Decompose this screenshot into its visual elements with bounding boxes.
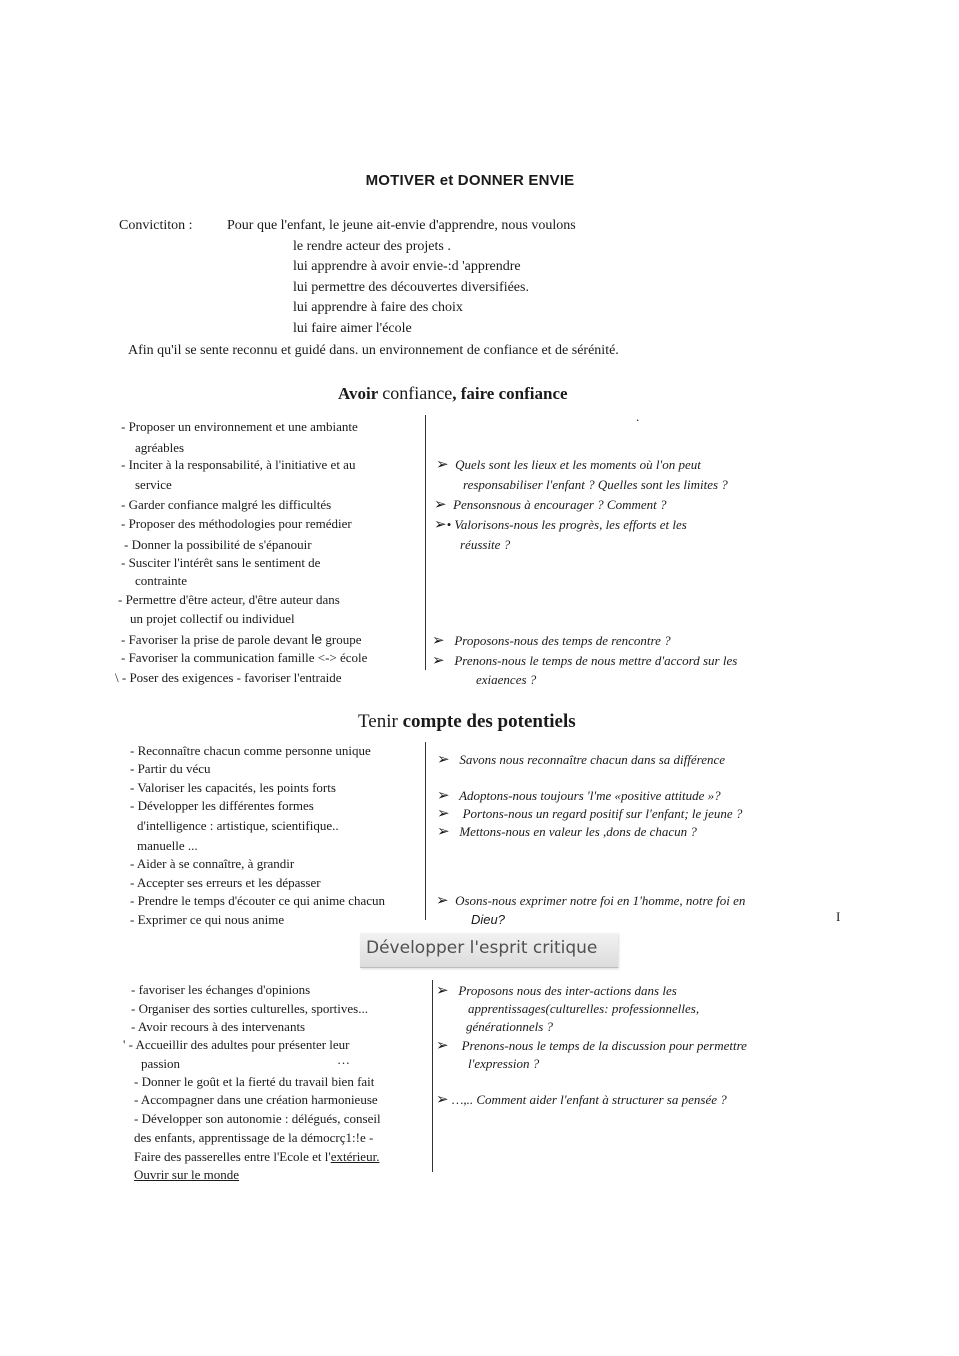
list-item: Faire des passerelles entre l'Ecole et l'extérieur.	[134, 1149, 380, 1164]
arrow-bullet-icon: ➢	[437, 788, 450, 804]
arrow-bullet-icon: ➢	[436, 1092, 449, 1108]
arrow-bullet-icon: ➢	[437, 824, 450, 840]
list-item: - Proposer des méthodologies pour remédier	[121, 516, 352, 531]
arrow-bullet-icon: ➢	[434, 497, 447, 513]
list-item: - Proposer un environnement et une ambiante	[121, 419, 358, 434]
list-item: - Favoriser la communication famille <-> école	[121, 650, 368, 665]
list-item: ' - Accueillir des adultes pour présenter leur	[123, 1037, 350, 1052]
list-item: - Exprimer ce qui nous anime	[130, 912, 285, 927]
list-item: - Organiser des sorties culturelles, sportives...	[131, 1001, 368, 1016]
list-item: passion	[141, 1056, 180, 1071]
question-item: ➢• Valorisons-nous les progrès, les efforts et les	[434, 517, 687, 533]
list-item: - Valoriser les capacités, les points forts	[130, 780, 336, 795]
arrow-bullet-icon: ➢	[437, 752, 450, 768]
list-item: des enfants, apprentissage de la démocrç1:!e -	[134, 1130, 374, 1145]
list-item: agréables	[135, 440, 185, 455]
section-banner-esprit-critique: Développer l'esprit critique	[360, 933, 618, 968]
arrow-bullet-icon: ➢	[437, 806, 450, 822]
list-item: - Prendre le temps d'écouter ce qui anime chacun	[130, 893, 386, 908]
list-item: - Garder confiance malgré les difficultés	[121, 497, 332, 512]
question-item: ➢ Portons-nous un regard positif sur l'enfant; le jeune ?	[437, 806, 743, 822]
conviction-label: Convictiton :	[119, 218, 193, 233]
question-item: ➢ Adoptons-nous toujours 'l'me «positive attitude »?	[437, 788, 721, 804]
list-item: - favoriser les échanges d'opinions	[131, 982, 311, 997]
arrow-bullet-icon: ➢	[432, 633, 445, 649]
question-item: exiaences ?	[476, 672, 537, 687]
list-item: - Donner le goût et la fierté du travail bien fait	[134, 1074, 375, 1089]
list-item: - Développer les différentes formes	[130, 798, 314, 813]
arrow-bullet-icon: ➢	[432, 653, 445, 669]
arrow-bullet-icon: ➢	[436, 893, 449, 909]
list-item: manuelle ...	[137, 838, 198, 853]
list-item: - Permettre d'être acteur, d'être auteur dans	[118, 592, 340, 607]
question-item: ➢ Mettons-nous en valeur les ,dons de chacun ?	[437, 824, 697, 840]
conviction-intro: Pour que l'enfant, le jeune ait-envie d'apprendre, nous voulons	[227, 218, 576, 233]
section-title-potentiels: Tenir compte des potentiels	[358, 711, 576, 732]
question-item: apprentissages(culturelles: professionnelles,	[468, 1001, 700, 1016]
list-item: - Développer son autonomie : délégués, conseil	[134, 1111, 381, 1126]
question-item: générationnels ?	[466, 1019, 554, 1034]
question-item: ➢ …,.. Comment aider l'enfant à structurer sa pensée ?	[436, 1092, 727, 1108]
stray-bar: I	[836, 909, 841, 924]
list-item: - Partir du vécu	[130, 761, 211, 776]
list-item: - Accompagner dans une création harmonieuse	[134, 1092, 378, 1107]
conviction-line: lui apprendre à avoir envie-:d 'apprendre	[293, 259, 521, 274]
question-item: ➢ Osons-nous exprimer notre foi en 1'homme, notre foi en	[436, 893, 746, 909]
question-item: ➢ Proposons-nous des temps de rencontre ?	[432, 633, 671, 649]
question-item: réussite ?	[460, 537, 511, 552]
list-item: - Aider à se connaître, à grandir	[130, 856, 295, 871]
conviction-line: lui faire aimer l'école	[293, 321, 412, 336]
conviction-line: lui permettre des découvertes diversifiées.	[293, 280, 529, 295]
stray-dot: .	[636, 409, 640, 424]
arrow-bullet-icon: ➢	[436, 1038, 449, 1054]
conviction-closing: Afin qu'il se sente reconnu et guidé dans. un environnement de confiance et de sérénité.	[128, 343, 619, 358]
question-item: responsabiliser l'enfant ? Quelles sont les limites ?	[463, 477, 728, 492]
question-item: ➢ Proposons nous des inter-actions dans les	[436, 983, 677, 999]
question-item: ➢ Prenons-nous le temps de nous mettre d'accord sur les	[432, 653, 738, 669]
question-item: ➢ Prenons-nous le temps de la discussion pour permettre	[436, 1038, 747, 1054]
conviction-line: le rendre acteur des projets .	[293, 239, 451, 254]
list-item: - Avoir recours à des intervenants	[131, 1019, 306, 1034]
list-item: un projet collectif ou individuel	[130, 611, 295, 626]
arrow-bullet-icon: ➢	[434, 517, 447, 533]
question-item: l'expression ?	[468, 1056, 540, 1071]
list-item: \ - Poser des exigences - favoriser l'entraide	[115, 670, 342, 685]
column-divider	[425, 415, 426, 670]
conviction-line: lui apprendre à faire des choix	[293, 300, 463, 315]
page-title: MOTIVER et DONNER ENVIE	[365, 172, 575, 189]
section-title-confiance: Avoir confiance, faire confiance	[338, 383, 568, 403]
list-item: - Donner la possibilité de s'épanouir	[124, 537, 312, 552]
list-item: - Favoriser la prise de parole devant le groupe	[121, 631, 362, 647]
list-item: service	[135, 477, 172, 492]
arrow-bullet-icon: ➢	[436, 983, 449, 999]
question-item: Dieu?	[471, 912, 505, 927]
ellipsis: …	[337, 1052, 350, 1067]
question-item: ➢ Quels sont les lieux et les moments où l'on peut	[436, 457, 701, 473]
list-item: d'intelligence : artistique, scientifique..	[137, 818, 339, 833]
column-divider	[425, 742, 426, 920]
list-item: - Susciter l'intérêt sans le sentiment de	[121, 555, 321, 570]
column-divider	[432, 980, 433, 1172]
list-item: - Inciter à la responsabilité, à l'initiative et au	[121, 457, 356, 472]
list-item: Ouvrir sur le monde	[134, 1167, 240, 1182]
question-item: ➢ Pensonsnous à encourager ? Comment ?	[434, 497, 667, 513]
question-item: ➢ Savons nous reconnaître chacun dans sa différence	[437, 752, 726, 768]
list-item: contrainte	[135, 573, 187, 588]
list-item: - Reconnaître chacun comme personne unique	[130, 743, 371, 758]
arrow-bullet-icon: ➢	[436, 457, 449, 473]
list-item: - Accepter ses erreurs et les dépasser	[130, 875, 321, 890]
